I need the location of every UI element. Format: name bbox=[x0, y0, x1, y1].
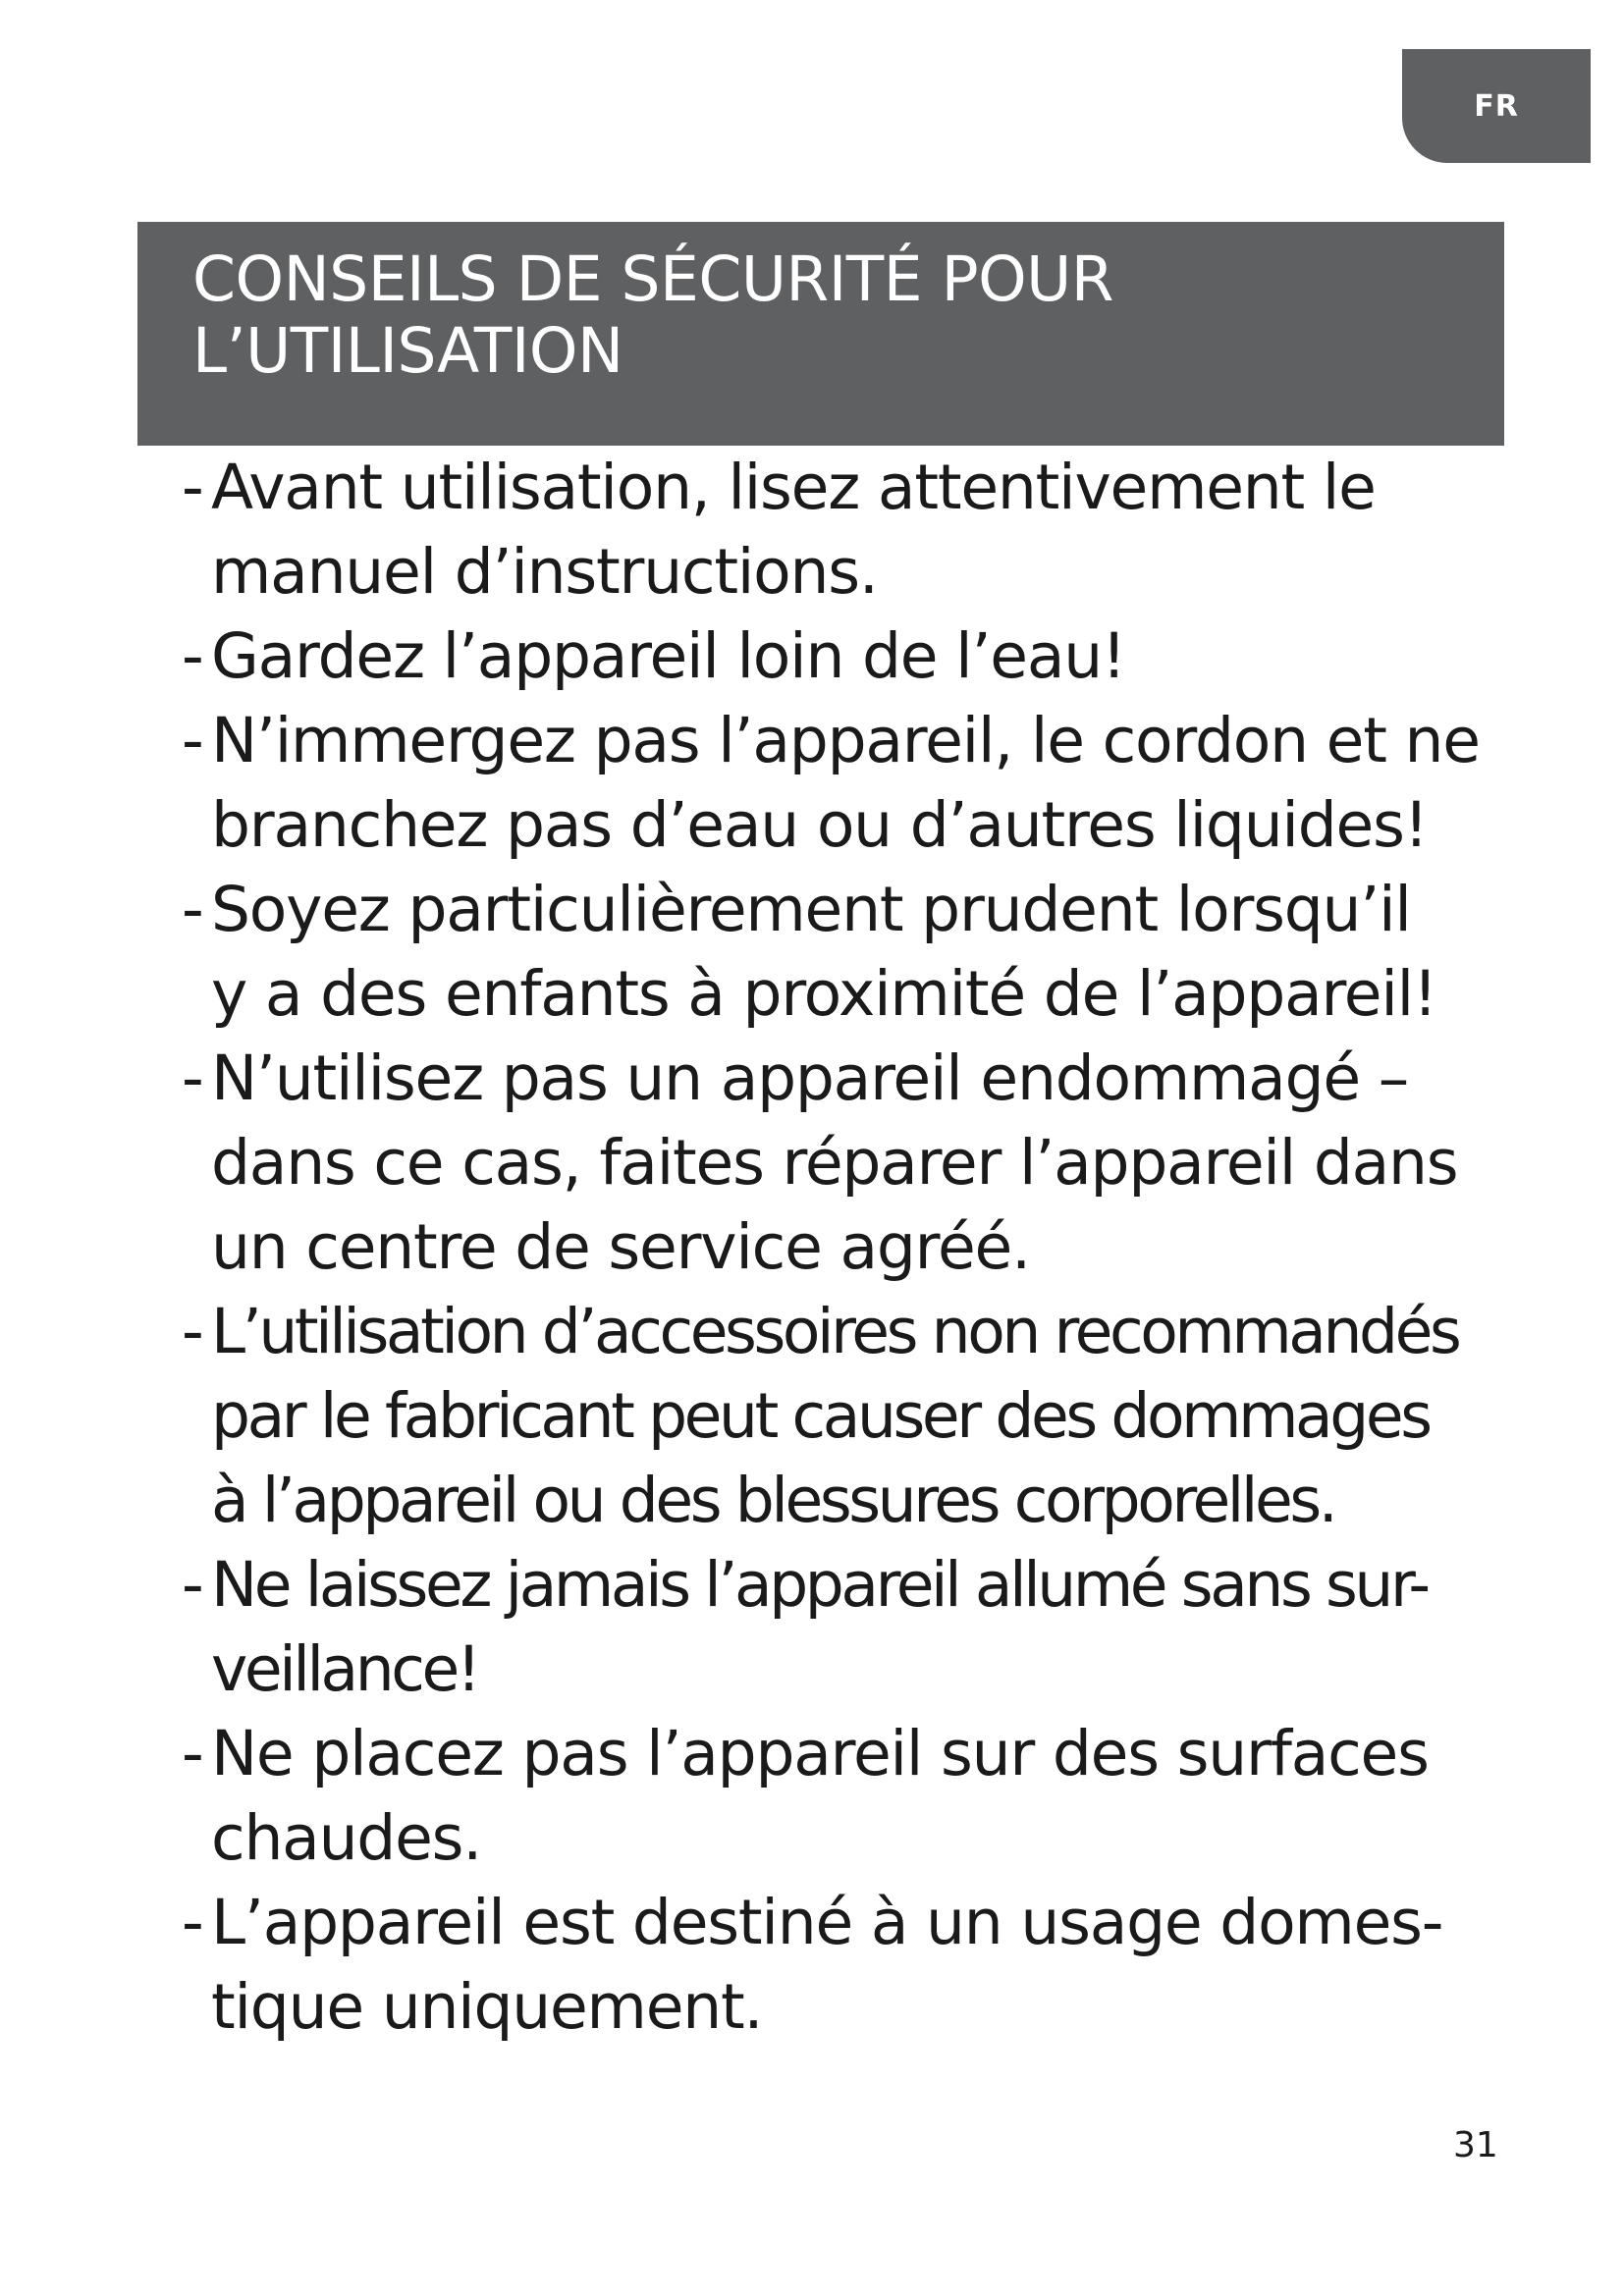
bullet-dash: - bbox=[182, 452, 203, 523]
list-item-line: N’immergez pas l’appareil, le cordon et ne bbox=[211, 705, 1480, 776]
list-item bbox=[182, 868, 1556, 1037]
list-item bbox=[182, 1543, 1556, 1712]
list-item bbox=[182, 614, 1556, 699]
bullet-dash: - bbox=[182, 874, 203, 945]
list-item-line: un centre de service agréé. bbox=[211, 1211, 1030, 1283]
bullet-dash: - bbox=[182, 1296, 201, 1367]
section-heading-banner bbox=[137, 222, 1504, 446]
list-item bbox=[182, 446, 1556, 614]
list-item-line: N’utilisez pas un appareil endommagé – bbox=[211, 1042, 1409, 1114]
list-item bbox=[182, 1290, 1556, 1543]
list-item bbox=[182, 1881, 1556, 2050]
list-item-line: branchez pas d’eau ou d’autres liquides! bbox=[211, 789, 1428, 861]
list-item-line: par le fabricant peut causer des dommages bbox=[211, 1380, 1430, 1452]
list-item bbox=[182, 699, 1556, 868]
bullet-dash: - bbox=[182, 705, 203, 776]
list-item-line: y a des enfants à proximité de l’appareil! bbox=[211, 958, 1437, 1030]
section-title bbox=[192, 243, 1449, 387]
safety-instructions-list bbox=[182, 446, 1556, 2050]
list-item-line: Gardez l’appareil loin de l’eau! bbox=[211, 620, 1126, 692]
list-item-line: dans ce cas, faites réparer l’appareil dans bbox=[211, 1127, 1458, 1199]
list-item-line: Soyez particulièrement prudent lorsqu’il bbox=[211, 874, 1411, 945]
bullet-dash: - bbox=[182, 1887, 203, 1958]
list-item-line: Ne laissez jamais l’appareil allumé sans sur- bbox=[211, 1549, 1428, 1621]
language-label: FR bbox=[1474, 88, 1519, 124]
language-tab bbox=[1402, 49, 1591, 163]
bullet-dash: - bbox=[182, 1549, 201, 1621]
list-item-line: L’utilisation d’accessoires non recommandés bbox=[211, 1296, 1459, 1367]
section-title-line: CONSEILS DE SÉCURITÉ POUR bbox=[192, 243, 1114, 315]
list-item-line: veillance! bbox=[211, 1633, 478, 1705]
list-item-line: manuel d’instructions. bbox=[211, 536, 878, 608]
list-item-line: chaudes. bbox=[211, 1802, 482, 1874]
list-item-line: L’appareil est destiné à un usage domes- bbox=[211, 1887, 1443, 1958]
list-item-line: Ne placez pas l’appareil sur des surfaces bbox=[211, 1718, 1429, 1789]
section-title-line: L’UTILISATION bbox=[192, 315, 623, 387]
list-item bbox=[182, 1037, 1556, 1290]
bullet-dash: - bbox=[182, 1042, 203, 1114]
list-item-line: Avant utilisation, lisez attentivement le bbox=[211, 452, 1376, 523]
list-item bbox=[182, 1712, 1556, 1881]
bullet-dash: - bbox=[182, 1718, 203, 1789]
page-number: 31 bbox=[1453, 2125, 1498, 2165]
list-item-line: à l’appareil ou des blessures corporelles. bbox=[211, 1465, 1335, 1536]
list-item-line: tique uniquement. bbox=[211, 1971, 763, 2043]
bullet-dash: - bbox=[182, 620, 203, 692]
